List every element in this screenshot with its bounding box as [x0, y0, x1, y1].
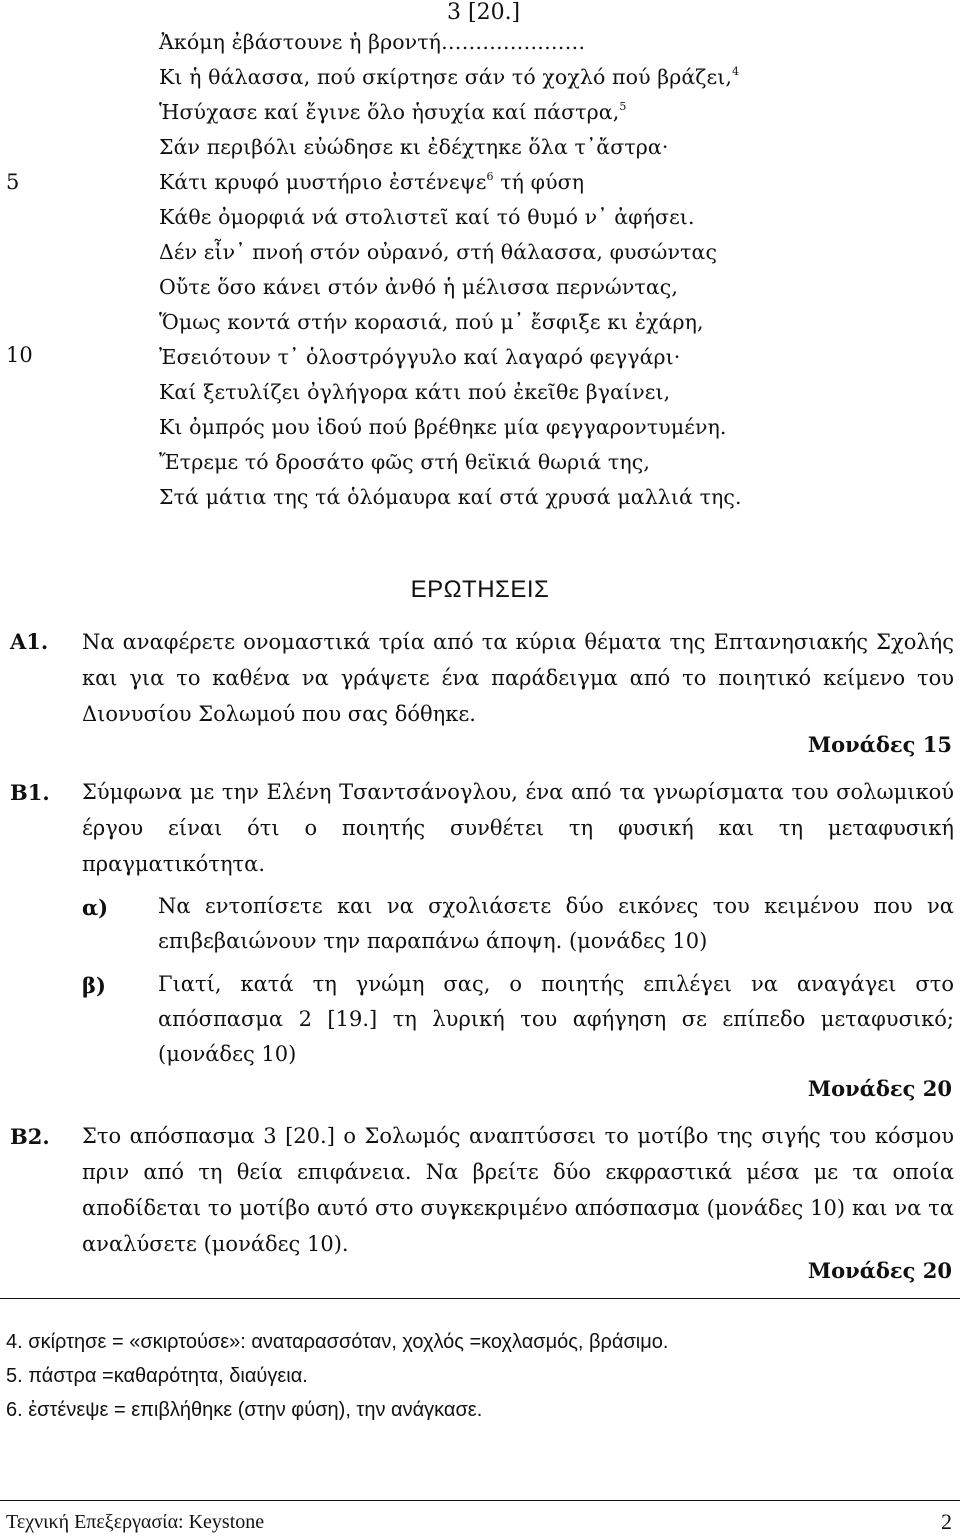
footer-divider — [0, 1500, 960, 1501]
question-b1-text: Σύμφωνα με την Ελένη Τσαντσάνογλου, ένα από τα γνωρίσματα του σολωμικού έργου είναι ότι ο ποιητής συνθέτει τη φυσική και τη μεταφυσική πραγματικότητα. — [82, 780, 954, 876]
question-b2-text: Στο απόσπασμα 3 [20.] ο Σολωμός αναπτύσσει το μοτίβο της σιγής του κόσμου πριν από τη θεία επιφάνεια. Να βρείτε δύο εκφραστικά μέσα με τα οποία αποδίδεται το μοτίβο αυτό στο συγκεκριμένο απόσπασμα (μονάδες 10) και να τα αναλύσετε (μονάδες 10). — [82, 1124, 954, 1256]
poem-line-3-text: Ἡσύχασε καί ἔγινε ὅλο ἡσυχία καί πάστρα, — [159, 100, 620, 124]
poem-line-1: Ἀκόμη ἐβάστουνε ἡ βροντή………………… — [159, 30, 586, 54]
poem-line-8: Οὔτε ὅσο κάνει στόν ἀνθό ἡ μέλισσα περνώντας, — [159, 275, 678, 299]
line-number-10: 10 — [6, 343, 33, 367]
question-b1-sub-b-text: Γιατί, κατά τη γνώμη σας, ο ποιητής επιλέγει να αναγάγει στο απόσπασμα 2 [19.] τη λυρική του αφήγηση σε επίπεδο μεταφυσικό; (μονάδες 10) — [158, 972, 954, 1066]
poem-line-6: Κάθε ὀμορφιά νά στολιστεῖ καί τό θυμό ν᾽ ἀφήσει. — [159, 205, 695, 229]
poem-line-7: Δέν εἶν᾽ πνοή στόν οὐρανό, στή θάλασσα, φυσώντας — [159, 240, 718, 264]
question-a1-score: Μονάδες 15 — [807, 732, 952, 757]
poem-line-4: Σάν περιβόλι εὐώδησε κι ἐδέχτηκε ὅλα τ᾽ἄστρα· — [159, 135, 669, 159]
poem-line-2 — [159, 65, 739, 89]
poem-line-5 — [159, 170, 584, 194]
poem-line-13: Ἔτρεμε τό δροσάτο φῶς στή θεϊκιά θωριά της, — [159, 450, 650, 474]
poem-line-14: Στά μάτια της τά ὁλόμαυρα καί στά χρυσά μαλλιά της. — [159, 485, 742, 509]
footnote-6: 6. ἐστένεψε = επιβλήθηκε (στην φύση), την ανάγκασε. — [6, 1399, 483, 1421]
question-b1-sub-a-label: α) — [82, 895, 109, 920]
footnote-ref-4: 4 — [731, 65, 740, 78]
footnote-ref-6: 6 — [486, 170, 494, 183]
question-a1-text: Να αναφέρετε ονομαστικά τρία από τα κύρια θέματα της Επτανησιακής Σχολής και για το καθένα να γράψετε ένα παράδειγμα από το ποιητικό κείμενο του Διονυσίου Σολωμού που σας δόθηκε. — [82, 630, 954, 726]
footnote-ref-5: 5 — [619, 100, 627, 113]
poem-line-2-text: Κι ἡ θάλασσα, πού σκίρτησε σάν τό χοχλό πού βράζει, — [159, 65, 732, 89]
question-b1-label: Β1. — [10, 780, 50, 805]
footnote-5: 5. πάστρα =καθαρότητα, διαύγεια. — [6, 1365, 308, 1387]
question-b1-sub-b-label: β) — [82, 973, 106, 998]
footnote-4: 4. σκίρτησε = «σκιρτούσε»: αναταρασσόταν, χοχλός =κοχλασμός, βράσιμο. — [6, 1331, 669, 1353]
fragment-number: 3 [20.] — [447, 0, 521, 25]
question-b1-score: Μονάδες 20 — [807, 1076, 952, 1101]
poem-line-10: Ἐσειότουν τ᾽ ὁλοστρόγγυλο καί λαγαρό φεγγάρι· — [159, 345, 681, 369]
footer-credit: Τεχνική Επεξεργασία: Keystone — [6, 1511, 265, 1533]
poem-line-12: Κι ὀμπρός μου ἰδού πού βρέθηκε μία φεγγαροντυμένη. — [159, 415, 727, 439]
question-a1-label: Α1. — [10, 629, 49, 654]
poem-line-11: Καί ξετυλίζει ὀγλήγορα κάτι πού ἐκεῖθε βγαίνει, — [159, 380, 671, 404]
poem-line-5-text: Κάτι κρυφό μυστήριο ἐστένεψε — [159, 170, 487, 194]
poem-line-9: Ὅμως κοντά στήν κορασιά, πού μ᾽ ἔσφιξε κι ἐχάρη, — [159, 310, 704, 334]
question-b2-score: Μονάδες 20 — [807, 1258, 952, 1283]
poem-line-3 — [159, 100, 626, 124]
questions-title: ΕΡΩΤΗΣΕΙΣ — [410, 576, 550, 603]
line-number-5: 5 — [6, 170, 20, 194]
poem-line-5-tail: τή φύση — [493, 170, 585, 194]
footnote-divider — [0, 1298, 960, 1299]
question-b1-sub-a-text: Να εντοπίσετε και να σχολιάσετε δύο εικόνες του κειμένου που να επιβεβαιώνουν την παραπάνω άποψη. (μονάδες 10) — [158, 894, 954, 953]
question-b2-label: Β2. — [10, 1124, 50, 1149]
page-number: 2 — [941, 1509, 952, 1534]
